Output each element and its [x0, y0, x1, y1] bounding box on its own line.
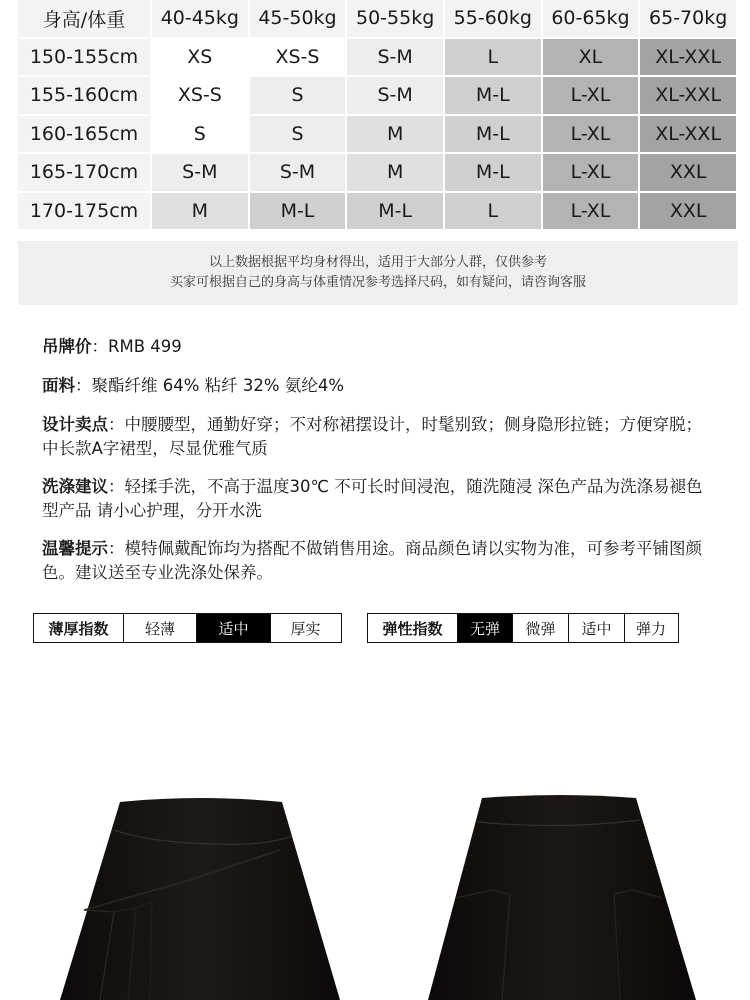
size-note-line-1: 以上数据根据平均身材得出，适用于大部分人群，仅供参考 [208, 255, 547, 270]
size-chart-header-row [18, 0, 737, 38]
tip-label: 温馨提示 [42, 539, 108, 558]
size-chart-size-cell: L [444, 192, 542, 231]
tip-line [42, 537, 714, 585]
size-chart-row [18, 153, 737, 192]
size-chart-row [18, 192, 737, 231]
size-chart-row [18, 38, 737, 77]
design-line [42, 413, 714, 461]
size-note-line-2: 买家可根据自己的身高与体重情况参考选择尺码，如有疑问，请咨询客服 [169, 275, 586, 290]
size-chart-size-cell: L-XL [542, 76, 640, 115]
size-chart-size-cell: XXL [639, 153, 737, 192]
size-chart-weight-header: 40-45kg [151, 0, 249, 38]
size-note [18, 241, 738, 305]
wash-line [42, 475, 714, 523]
elasticity-option-medium: 适中 [569, 614, 625, 642]
price-line [42, 335, 182, 359]
elasticity-index-bar [367, 613, 679, 643]
size-chart-weight-header: 65-70kg [639, 0, 737, 38]
size-chart-weight-header: 50-55kg [346, 0, 444, 38]
size-chart-size-cell: S-M [346, 76, 444, 115]
size-chart-size-cell: XL-XXL [639, 76, 737, 115]
size-chart-size-cell: XS [151, 38, 249, 77]
size-chart-size-cell: S-M [346, 38, 444, 77]
size-chart-size-cell: M [151, 192, 249, 231]
elasticity-option-slight: 微弹 [513, 614, 569, 642]
size-chart-size-cell: L [444, 38, 542, 77]
wash-label: 洗涤建议 [42, 477, 108, 496]
elasticity-option-none: 无弹 [458, 614, 513, 642]
size-chart-size-cell: M-L [444, 153, 542, 192]
size-chart-size-cell: XL [542, 38, 640, 77]
thickness-option-thick: 厚实 [290, 619, 321, 638]
size-chart-weight-header: 60-65kg [542, 0, 640, 38]
size-chart-size-cell: XL-XXL [639, 115, 737, 154]
size-chart-size-cell: M-L [444, 76, 542, 115]
design-label: 设计卖点 [42, 415, 108, 434]
size-chart-size-cell: XS-S [249, 38, 347, 77]
size-chart-height-cell: 165-170cm [18, 153, 151, 192]
skirt-photo-back [400, 790, 720, 1000]
size-chart-size-cell: L-XL [542, 115, 640, 154]
size-chart-size-cell: L-XL [542, 153, 640, 192]
price-value: ：RMB 499 [91, 337, 182, 356]
size-chart-size-cell: M [346, 115, 444, 154]
elasticity-index-label: 弹性指数 [368, 614, 458, 642]
size-chart-size-cell: S-M [249, 153, 347, 192]
size-chart-size-cell: XS-S [151, 76, 249, 115]
size-chart-table [18, 0, 738, 231]
size-chart-size-cell: M [346, 153, 444, 192]
fabric-value: ：聚酯纤维 64% 粘纤 32% 氨纶4% [75, 376, 345, 395]
fabric-line [42, 374, 344, 398]
size-chart-size-cell: S-M [151, 153, 249, 192]
size-chart-weight-header: 45-50kg [249, 0, 347, 38]
skirt-photo-front [40, 790, 360, 1000]
size-chart-size-cell: L-XL [542, 192, 640, 231]
size-chart-height-cell: 160-165cm [18, 115, 151, 154]
fabric-label: 面料 [42, 376, 75, 395]
size-chart-size-cell: S [249, 76, 347, 115]
size-chart-size-cell: M-L [346, 192, 444, 231]
price-label: 吊牌价 [42, 337, 92, 356]
design-value: ：中腰腰型，通勤好穿；不对称裙摆设计，时髦别致；侧身隐形拉链；方便穿脱；中长款A字裙型，尽显优雅气质 [42, 415, 702, 458]
size-chart-height-cell: 155-160cm [18, 76, 151, 115]
tip-value: ：模特佩戴配饰均为搭配不做销售用途。商品颜色请以实物为准，可参考平铺图颜色。建议送至专业洗涤处保养。 [42, 539, 702, 582]
size-chart-row [18, 76, 737, 115]
size-chart-size-cell: XXL [639, 192, 737, 231]
size-chart-row [18, 115, 737, 154]
thickness-index-bar [33, 613, 342, 643]
size-chart-size-cell: S [249, 115, 347, 154]
size-chart-weight-header: 55-60kg [444, 0, 542, 38]
thickness-option-light: 轻薄 [124, 614, 197, 642]
thickness-index-label: 薄厚指数 [34, 614, 124, 642]
size-chart-size-cell: M-L [444, 115, 542, 154]
wash-value: ：轻揉手洗，不高于温度30℃ 不可长时间浸泡，随洗随浸 深色产品为洗涤易褪色型产品 请小心护理，分开水洗 [42, 477, 703, 520]
size-chart-height-cell: 170-175cm [18, 192, 151, 231]
size-chart-size-cell: S [151, 115, 249, 154]
size-chart-height-cell: 150-155cm [18, 38, 151, 77]
size-chart-corner-label: 身高/体重 [18, 0, 151, 38]
size-chart-size-cell: M-L [249, 192, 347, 231]
elasticity-option-stretch: 弹力 [635, 619, 666, 638]
thickness-option-medium: 适中 [197, 614, 271, 642]
size-chart-size-cell: XL-XXL [639, 38, 737, 77]
